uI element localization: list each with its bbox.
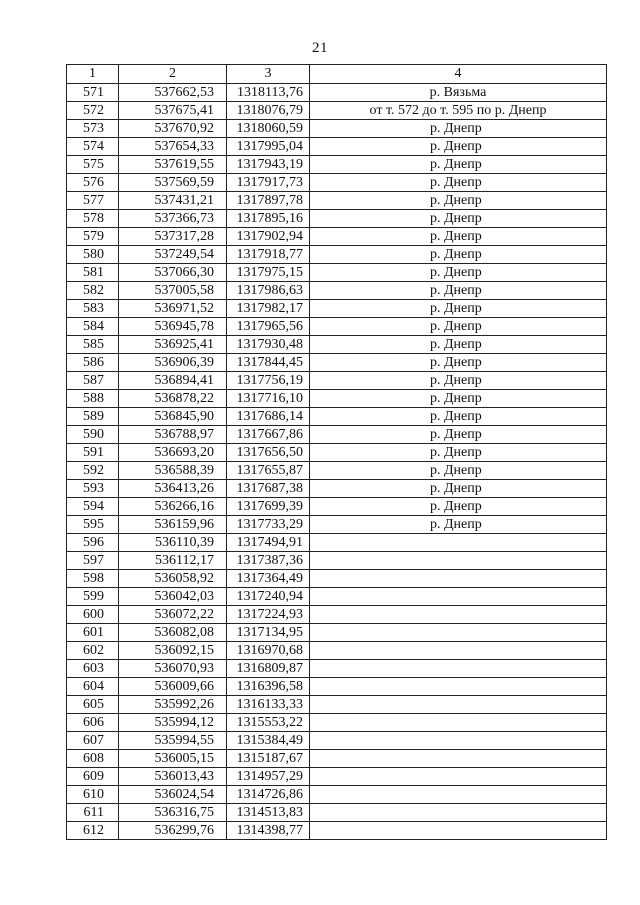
point-number-cell: 611 — [67, 804, 119, 822]
x-coordinate-cell: 536945,78 — [119, 318, 227, 336]
y-coordinate-cell: 1316133,33 — [227, 696, 310, 714]
table-row — [67, 786, 607, 804]
description-cell — [310, 804, 607, 822]
description-cell: р. Днепр — [310, 120, 607, 138]
point-number-cell: 588 — [67, 390, 119, 408]
description-cell — [310, 534, 607, 552]
table-row — [67, 174, 607, 192]
table-row — [67, 120, 607, 138]
header-y-coordinate: 3 — [227, 65, 310, 84]
table-row — [67, 300, 607, 318]
y-coordinate-cell: 1315553,22 — [227, 714, 310, 732]
x-coordinate-cell: 536082,08 — [119, 624, 227, 642]
description-cell — [310, 750, 607, 768]
x-coordinate-cell: 536058,92 — [119, 570, 227, 588]
x-coordinate-cell: 536110,39 — [119, 534, 227, 552]
table-row — [67, 552, 607, 570]
point-number-cell: 602 — [67, 642, 119, 660]
point-number-cell: 601 — [67, 624, 119, 642]
x-coordinate-cell: 536013,43 — [119, 768, 227, 786]
y-coordinate-cell: 1317716,10 — [227, 390, 310, 408]
y-coordinate-cell: 1317930,48 — [227, 336, 310, 354]
table-row — [67, 498, 607, 516]
table-row — [67, 642, 607, 660]
y-coordinate-cell: 1317387,36 — [227, 552, 310, 570]
table-row — [67, 228, 607, 246]
y-coordinate-cell: 1318113,76 — [227, 84, 310, 102]
table-row — [67, 84, 607, 102]
point-number-cell: 579 — [67, 228, 119, 246]
description-cell: р. Днепр — [310, 462, 607, 480]
table-row — [67, 336, 607, 354]
point-number-cell: 598 — [67, 570, 119, 588]
header-x-coordinate: 2 — [119, 65, 227, 84]
y-coordinate-cell: 1317364,49 — [227, 570, 310, 588]
description-cell: р. Днепр — [310, 228, 607, 246]
point-number-cell: 606 — [67, 714, 119, 732]
y-coordinate-cell: 1318060,59 — [227, 120, 310, 138]
x-coordinate-cell: 536693,20 — [119, 444, 227, 462]
table-row — [67, 570, 607, 588]
y-coordinate-cell: 1316396,58 — [227, 678, 310, 696]
x-coordinate-cell: 536588,39 — [119, 462, 227, 480]
x-coordinate-cell: 536159,96 — [119, 516, 227, 534]
description-cell — [310, 660, 607, 678]
x-coordinate-cell: 537249,54 — [119, 246, 227, 264]
x-coordinate-cell: 537066,30 — [119, 264, 227, 282]
point-number-cell: 587 — [67, 372, 119, 390]
point-number-cell: 582 — [67, 282, 119, 300]
table-row — [67, 408, 607, 426]
x-coordinate-cell: 535992,26 — [119, 696, 227, 714]
y-coordinate-cell: 1317902,94 — [227, 228, 310, 246]
x-coordinate-cell: 536878,22 — [119, 390, 227, 408]
y-coordinate-cell: 1317897,78 — [227, 192, 310, 210]
x-coordinate-cell: 536316,75 — [119, 804, 227, 822]
y-coordinate-cell: 1317756,19 — [227, 372, 310, 390]
point-number-cell: 610 — [67, 786, 119, 804]
x-coordinate-cell: 535994,55 — [119, 732, 227, 750]
table-row — [67, 156, 607, 174]
description-cell — [310, 768, 607, 786]
description-cell — [310, 786, 607, 804]
x-coordinate-cell: 537619,55 — [119, 156, 227, 174]
point-number-cell: 612 — [67, 822, 119, 840]
point-number-cell: 585 — [67, 336, 119, 354]
y-coordinate-cell: 1314398,77 — [227, 822, 310, 840]
point-number-cell: 593 — [67, 480, 119, 498]
y-coordinate-cell: 1317240,94 — [227, 588, 310, 606]
description-cell — [310, 642, 607, 660]
point-number-cell: 573 — [67, 120, 119, 138]
table-row — [67, 192, 607, 210]
y-coordinate-cell: 1317965,56 — [227, 318, 310, 336]
table-row — [67, 606, 607, 624]
description-cell: р. Днепр — [310, 336, 607, 354]
description-cell — [310, 732, 607, 750]
table-row — [67, 822, 607, 840]
point-number-cell: 586 — [67, 354, 119, 372]
y-coordinate-cell: 1317995,04 — [227, 138, 310, 156]
description-cell: р. Днепр — [310, 408, 607, 426]
point-number-cell: 574 — [67, 138, 119, 156]
description-cell — [310, 606, 607, 624]
table-row — [67, 246, 607, 264]
x-coordinate-cell: 535994,12 — [119, 714, 227, 732]
point-number-cell: 599 — [67, 588, 119, 606]
description-cell — [310, 822, 607, 840]
point-number-cell: 577 — [67, 192, 119, 210]
description-cell: р. Днепр — [310, 264, 607, 282]
y-coordinate-cell: 1317943,19 — [227, 156, 310, 174]
point-number-cell: 589 — [67, 408, 119, 426]
x-coordinate-cell: 537654,33 — [119, 138, 227, 156]
table-row — [67, 354, 607, 372]
description-cell: от т. 572 до т. 595 по р. Днепр — [310, 102, 607, 120]
y-coordinate-cell: 1317975,15 — [227, 264, 310, 282]
point-number-cell: 571 — [67, 84, 119, 102]
y-coordinate-cell: 1317687,38 — [227, 480, 310, 498]
y-coordinate-cell: 1315187,67 — [227, 750, 310, 768]
description-cell — [310, 570, 607, 588]
y-coordinate-cell: 1317733,29 — [227, 516, 310, 534]
point-number-cell: 576 — [67, 174, 119, 192]
x-coordinate-cell: 536072,22 — [119, 606, 227, 624]
y-coordinate-cell: 1316809,87 — [227, 660, 310, 678]
point-number-cell: 575 — [67, 156, 119, 174]
description-cell — [310, 624, 607, 642]
y-coordinate-cell: 1315384,49 — [227, 732, 310, 750]
table-row — [67, 264, 607, 282]
table-row — [67, 768, 607, 786]
table-row — [67, 426, 607, 444]
table-row — [67, 750, 607, 768]
x-coordinate-cell: 536906,39 — [119, 354, 227, 372]
description-cell — [310, 696, 607, 714]
point-number-cell: 584 — [67, 318, 119, 336]
x-coordinate-cell: 536266,16 — [119, 498, 227, 516]
description-cell: р. Вязьма — [310, 84, 607, 102]
y-coordinate-cell: 1314957,29 — [227, 768, 310, 786]
x-coordinate-cell: 536925,41 — [119, 336, 227, 354]
description-cell: р. Днепр — [310, 354, 607, 372]
header-point-number: 1 — [67, 65, 119, 84]
description-cell: р. Днепр — [310, 498, 607, 516]
table-row — [67, 390, 607, 408]
point-number-cell: 605 — [67, 696, 119, 714]
x-coordinate-cell: 537431,21 — [119, 192, 227, 210]
x-coordinate-cell: 537670,92 — [119, 120, 227, 138]
description-cell — [310, 588, 607, 606]
point-number-cell: 591 — [67, 444, 119, 462]
description-cell: р. Днепр — [310, 426, 607, 444]
table-row — [67, 318, 607, 336]
point-number-cell: 600 — [67, 606, 119, 624]
description-cell: р. Днепр — [310, 192, 607, 210]
table-row — [67, 480, 607, 498]
table-row — [67, 462, 607, 480]
x-coordinate-cell: 536413,26 — [119, 480, 227, 498]
description-cell: р. Днепр — [310, 516, 607, 534]
x-coordinate-cell: 536024,54 — [119, 786, 227, 804]
page-number: 21 — [312, 40, 328, 56]
point-number-cell: 580 — [67, 246, 119, 264]
x-coordinate-cell: 536788,97 — [119, 426, 227, 444]
point-number-cell: 604 — [67, 678, 119, 696]
table-row — [67, 516, 607, 534]
x-coordinate-cell: 536042,03 — [119, 588, 227, 606]
description-cell: р. Днепр — [310, 318, 607, 336]
coordinates-table — [66, 64, 607, 840]
table-row — [67, 210, 607, 228]
x-coordinate-cell: 537675,41 — [119, 102, 227, 120]
point-number-cell: 592 — [67, 462, 119, 480]
x-coordinate-cell: 536299,76 — [119, 822, 227, 840]
x-coordinate-cell: 536009,66 — [119, 678, 227, 696]
point-number-cell: 572 — [67, 102, 119, 120]
x-coordinate-cell: 536971,52 — [119, 300, 227, 318]
point-number-cell: 590 — [67, 426, 119, 444]
description-cell: р. Днепр — [310, 444, 607, 462]
description-cell — [310, 714, 607, 732]
point-number-cell: 607 — [67, 732, 119, 750]
description-cell: р. Днепр — [310, 174, 607, 192]
x-coordinate-cell: 537317,28 — [119, 228, 227, 246]
table-row — [67, 138, 607, 156]
x-coordinate-cell: 536070,93 — [119, 660, 227, 678]
x-coordinate-cell: 537005,58 — [119, 282, 227, 300]
y-coordinate-cell: 1317656,50 — [227, 444, 310, 462]
table-row — [67, 372, 607, 390]
x-coordinate-cell: 536894,41 — [119, 372, 227, 390]
description-cell: р. Днепр — [310, 282, 607, 300]
table-header — [67, 65, 607, 84]
y-coordinate-cell: 1314513,83 — [227, 804, 310, 822]
y-coordinate-cell: 1317655,87 — [227, 462, 310, 480]
y-coordinate-cell: 1317686,14 — [227, 408, 310, 426]
table-row — [67, 444, 607, 462]
y-coordinate-cell: 1317667,86 — [227, 426, 310, 444]
y-coordinate-cell: 1317982,17 — [227, 300, 310, 318]
table-row — [67, 624, 607, 642]
y-coordinate-cell: 1317494,91 — [227, 534, 310, 552]
table-row — [67, 804, 607, 822]
table-body — [67, 84, 607, 840]
description-cell: р. Днепр — [310, 390, 607, 408]
y-coordinate-cell: 1314726,86 — [227, 786, 310, 804]
point-number-cell: 597 — [67, 552, 119, 570]
y-coordinate-cell: 1317918,77 — [227, 246, 310, 264]
point-number-cell: 578 — [67, 210, 119, 228]
y-coordinate-cell: 1317844,45 — [227, 354, 310, 372]
table-row — [67, 678, 607, 696]
x-coordinate-cell: 536845,90 — [119, 408, 227, 426]
y-coordinate-cell: 1317134,95 — [227, 624, 310, 642]
y-coordinate-cell: 1317224,93 — [227, 606, 310, 624]
point-number-cell: 583 — [67, 300, 119, 318]
description-cell: р. Днепр — [310, 300, 607, 318]
x-coordinate-cell: 536092,15 — [119, 642, 227, 660]
description-cell: р. Днепр — [310, 138, 607, 156]
table-row — [67, 588, 607, 606]
x-coordinate-cell: 537662,53 — [119, 84, 227, 102]
point-number-cell: 595 — [67, 516, 119, 534]
y-coordinate-cell: 1317895,16 — [227, 210, 310, 228]
table-row — [67, 714, 607, 732]
y-coordinate-cell: 1318076,79 — [227, 102, 310, 120]
x-coordinate-cell: 536005,15 — [119, 750, 227, 768]
point-number-cell: 608 — [67, 750, 119, 768]
x-coordinate-cell: 536112,17 — [119, 552, 227, 570]
description-cell: р. Днепр — [310, 246, 607, 264]
table-row — [67, 660, 607, 678]
table-row — [67, 102, 607, 120]
header-description: 4 — [310, 65, 607, 84]
point-number-cell: 596 — [67, 534, 119, 552]
description-cell: р. Днепр — [310, 480, 607, 498]
header-row — [67, 65, 607, 84]
description-cell: р. Днепр — [310, 210, 607, 228]
point-number-cell: 603 — [67, 660, 119, 678]
y-coordinate-cell: 1316970,68 — [227, 642, 310, 660]
y-coordinate-cell: 1317917,73 — [227, 174, 310, 192]
point-number-cell: 594 — [67, 498, 119, 516]
y-coordinate-cell: 1317699,39 — [227, 498, 310, 516]
description-cell — [310, 552, 607, 570]
point-number-cell: 581 — [67, 264, 119, 282]
table-row — [67, 696, 607, 714]
x-coordinate-cell: 537569,59 — [119, 174, 227, 192]
table-row — [67, 732, 607, 750]
table-row — [67, 282, 607, 300]
point-number-cell: 609 — [67, 768, 119, 786]
x-coordinate-cell: 537366,73 — [119, 210, 227, 228]
y-coordinate-cell: 1317986,63 — [227, 282, 310, 300]
description-cell — [310, 678, 607, 696]
table-row — [67, 534, 607, 552]
description-cell: р. Днепр — [310, 372, 607, 390]
description-cell: р. Днепр — [310, 156, 607, 174]
